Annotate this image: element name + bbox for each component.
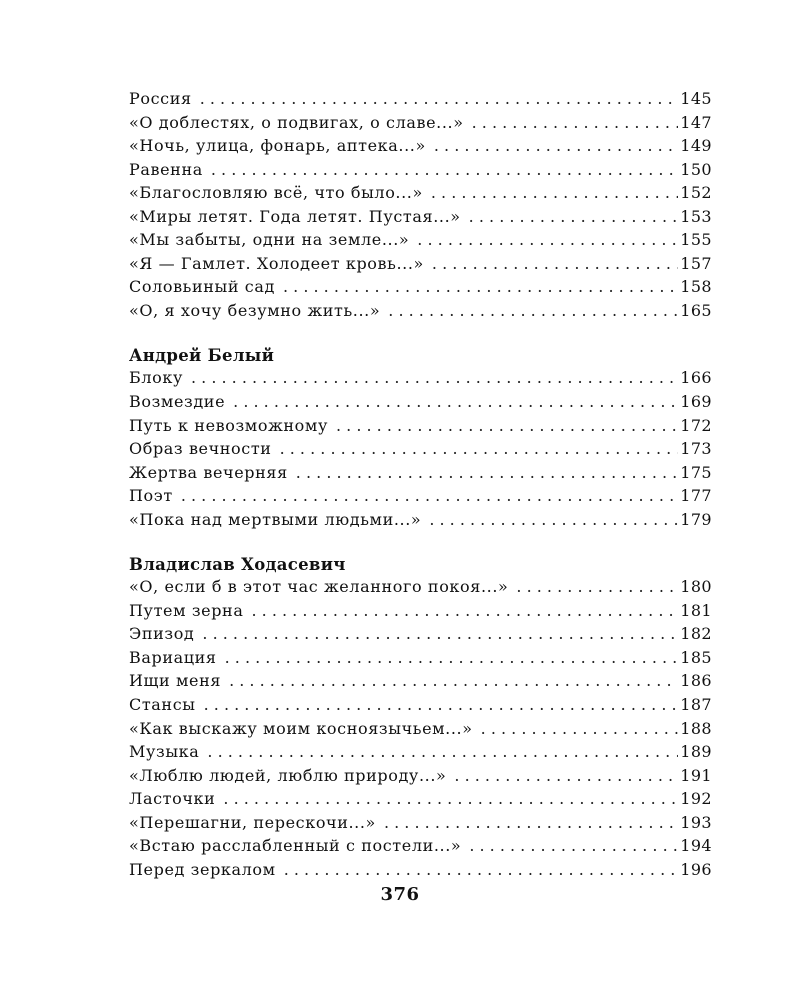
entry-page-number: 172: [680, 415, 712, 435]
entry-page-number: 145: [680, 89, 712, 108]
entry-page-number: 169: [680, 392, 712, 412]
entry-title: «Мы забыты, одни на земле...»: [129, 230, 410, 250]
entry-page-number: 179: [680, 509, 712, 529]
dot-leader: [469, 207, 679, 226]
dot-leader: [200, 89, 679, 108]
entry-page-number: 185: [680, 647, 712, 667]
entry-title: «Встаю расслабленный с постели...»: [129, 836, 462, 856]
entry-title: Вариация: [129, 647, 217, 667]
toc-entry[interactable]: [129, 89, 712, 113]
toc-section-khodasevich: [129, 553, 712, 883]
entry-title: Соловьиный сад: [129, 277, 275, 297]
entry-page-number: 165: [680, 300, 712, 320]
toc-section-blok: [129, 89, 712, 324]
entry-page-number: 166: [680, 368, 712, 388]
entry-title: Путь к невозможному: [129, 415, 328, 435]
toc-entry[interactable]: [129, 719, 712, 743]
entry-title: «Я — Гамлет. Холодеет кровь...»: [129, 253, 424, 273]
entry-title: Музыка: [129, 742, 200, 762]
dot-leader: [429, 510, 678, 529]
dot-leader: [434, 136, 678, 155]
dot-leader: [223, 789, 678, 808]
entry-title: Эпизод: [129, 624, 195, 644]
dot-leader: [481, 719, 679, 738]
entry-page-number: 149: [680, 136, 712, 156]
dot-leader: [204, 695, 679, 714]
toc-entry[interactable]: [129, 277, 712, 301]
toc-entry[interactable]: [129, 183, 712, 207]
toc-entry[interactable]: [129, 789, 712, 813]
dot-leader: [225, 648, 679, 667]
dot-leader: [432, 254, 678, 273]
entry-title: «Перешагни, перескочи...»: [129, 812, 376, 832]
dot-leader: [417, 230, 678, 249]
entry-title: Путем зерна: [129, 600, 244, 620]
dot-leader: [181, 486, 678, 505]
dot-leader: [283, 277, 678, 296]
toc-entry[interactable]: [129, 301, 712, 325]
dot-leader: [191, 368, 678, 387]
entry-page-number: 181: [680, 600, 712, 620]
toc-entry[interactable]: [129, 160, 712, 184]
dot-leader: [516, 577, 678, 596]
toc-entry[interactable]: [129, 577, 712, 601]
entry-page-number: 150: [680, 159, 712, 179]
entry-title: «О, я хочу безумно жить...»: [129, 300, 381, 320]
dot-leader: [472, 113, 679, 132]
table-of-contents: [129, 89, 712, 883]
toc-entry[interactable]: [129, 648, 712, 672]
toc-entry[interactable]: [129, 813, 712, 837]
toc-entry[interactable]: [129, 766, 712, 790]
dot-leader: [296, 463, 678, 482]
entry-title: Перед зеркалом: [129, 859, 276, 879]
entry-page-number: 192: [680, 789, 712, 809]
entry-title: «Люблю людей, люблю природу...»: [129, 765, 447, 785]
toc-entry[interactable]: [129, 510, 712, 534]
entry-page-number: 188: [680, 718, 712, 738]
entry-title: Жертва вечерняя: [129, 462, 288, 482]
entry-page-number: 196: [680, 859, 712, 879]
toc-entry[interactable]: [129, 439, 712, 463]
dot-leader: [454, 766, 678, 785]
entry-title: «Как выскажу моим косноязычьем...»: [129, 718, 473, 738]
entry-title: Равенна: [129, 159, 203, 179]
entry-title: Ласточки: [129, 789, 216, 809]
toc-entry[interactable]: [129, 836, 712, 860]
toc-entry[interactable]: [129, 671, 712, 695]
entry-page-number: 191: [680, 765, 712, 785]
page-number-footer: 376: [380, 884, 420, 905]
toc-entry[interactable]: [129, 486, 712, 510]
toc-entry[interactable]: [129, 392, 712, 416]
section-heading: Владислав Ходасевич: [129, 555, 346, 575]
toc-entry[interactable]: [129, 695, 712, 719]
entry-title: Ищи меня: [129, 671, 222, 691]
dot-leader: [431, 183, 678, 202]
entry-page-number: 194: [680, 836, 712, 856]
entry-title: «Благословляю всё, что было...»: [129, 183, 423, 203]
section-heading: Андрей Белый: [129, 346, 275, 366]
dot-leader: [251, 601, 678, 620]
dot-leader: [211, 160, 678, 179]
toc-entry[interactable]: [129, 601, 712, 625]
toc-entry[interactable]: [129, 254, 712, 278]
entry-page-number: 175: [680, 462, 712, 482]
entry-page-number: 153: [680, 206, 712, 226]
entry-page-number: 155: [680, 230, 712, 250]
toc-entry[interactable]: [129, 624, 712, 648]
dot-leader: [384, 813, 678, 832]
entry-page-number: 152: [680, 183, 712, 203]
entry-title: «Ночь, улица, фонарь, аптека...»: [129, 136, 426, 156]
toc-entry[interactable]: [129, 207, 712, 231]
entry-page-number: 193: [680, 812, 712, 832]
entry-page-number: 187: [680, 695, 712, 715]
entry-title: «Миры летят. Года летят. Пустая...»: [129, 206, 461, 226]
dot-leader: [207, 742, 678, 761]
entry-page-number: 173: [680, 439, 712, 459]
dot-leader: [284, 860, 679, 879]
entry-page-number: 186: [680, 671, 712, 691]
dot-leader: [202, 624, 678, 643]
toc-entry[interactable]: [129, 860, 712, 884]
toc-section-bely: [129, 344, 712, 533]
entry-page-number: 182: [680, 624, 712, 644]
dot-leader: [233, 392, 678, 411]
toc-entry[interactable]: [129, 136, 712, 160]
entry-title: Образ вечности: [129, 439, 272, 459]
entry-title: «О доблестях, о подвигах, о славе...»: [129, 112, 464, 132]
entry-title: Поэт: [129, 486, 173, 506]
toc-entry[interactable]: [129, 742, 712, 766]
dot-leader: [388, 301, 678, 320]
entry-page-number: 177: [680, 486, 712, 506]
entry-title: Возмездие: [129, 392, 226, 412]
entry-title: Стансы: [129, 695, 196, 715]
dot-leader: [229, 671, 678, 690]
entry-page-number: 157: [680, 253, 712, 273]
entry-title: «О, если б в этот час желанного покоя...»: [129, 577, 509, 597]
entry-page-number: 189: [680, 742, 712, 762]
entry-title: Блоку: [129, 368, 183, 388]
dot-leader: [336, 416, 678, 435]
entry-title: Россия: [129, 89, 192, 108]
toc-entry[interactable]: [129, 113, 712, 137]
entry-page-number: 147: [680, 112, 712, 132]
toc-entry[interactable]: [129, 368, 712, 392]
dot-leader: [280, 439, 679, 458]
entry-page-number: 158: [680, 277, 712, 297]
toc-entry[interactable]: [129, 230, 712, 254]
toc-entry[interactable]: [129, 416, 712, 440]
entry-title: «Пока над мертвыми людьми...»: [129, 509, 422, 529]
entry-page-number: 180: [680, 577, 712, 597]
toc-entry[interactable]: [129, 463, 712, 487]
dot-leader: [469, 836, 678, 855]
